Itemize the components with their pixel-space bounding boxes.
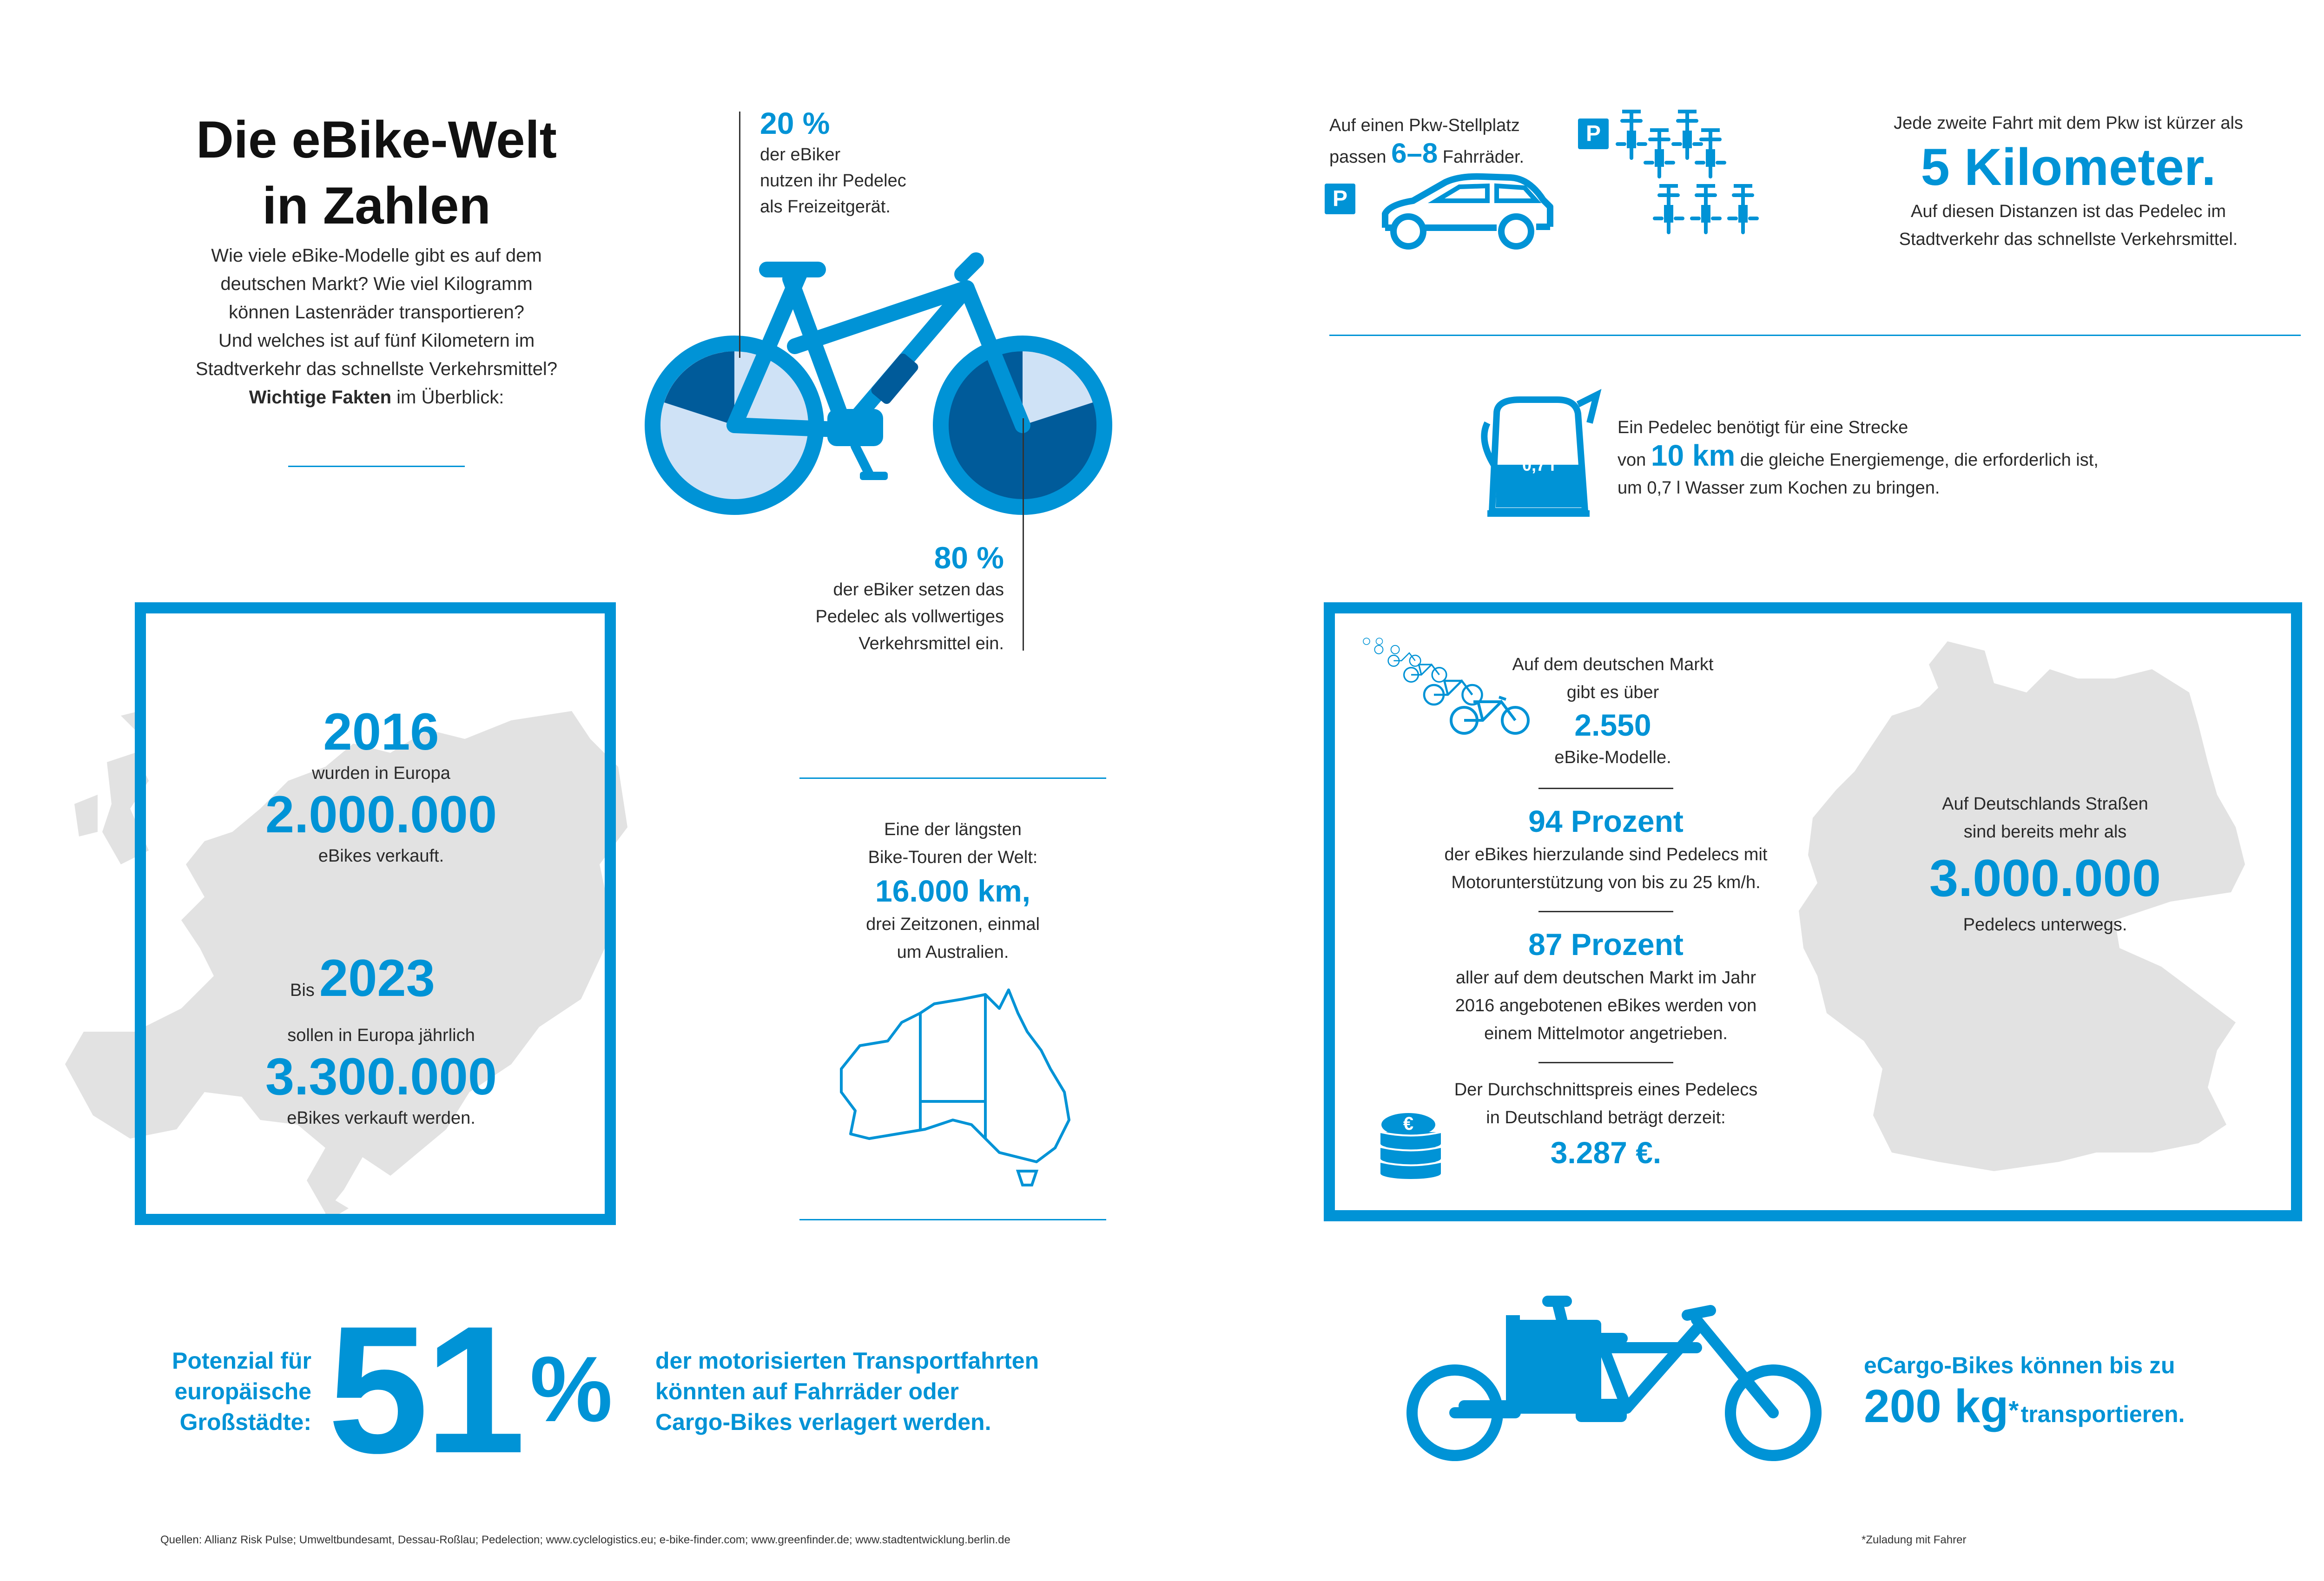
p94-value: 94 Prozent [1528,804,1684,838]
potenzial-label-line: Potenzial für [172,1348,311,1374]
models-line: Auf dem deutschen Markt [1512,655,1714,674]
models-suffix: eBike-Modelle. [1554,748,1671,767]
verkehr-value: 80 % [934,540,1004,575]
cargo-value: 200 kg [1864,1380,2009,1432]
cargo-suffix: transportieren. [2020,1401,2185,1427]
roads-stat [1836,790,2254,939]
energy-suffix: die gleiche Energiemenge, die erforderlich ist, [1740,450,2099,470]
roads-line: Auf Deutschlands Straßen [1942,794,2148,814]
europe-forecast [195,948,567,1129]
p94-line: der eBikes hierzulande sind Pedelecs mit [1444,845,1768,864]
p87-value: 87 Prozent [1528,927,1684,962]
parking-text [1329,112,1590,171]
freizeit-stat [760,105,1039,220]
leader-line-20 [739,112,740,358]
europe-frame [135,602,616,1225]
price-line: in Deutschland beträgt derzeit: [1486,1108,1726,1127]
potenzial-text-line: der motorisierten Transportfahrten [655,1348,1039,1374]
europe-text-3: sollen in Europa jährlich [287,1026,475,1045]
parking-value: 6–8 [1391,138,1438,169]
roads-line: sind bereits mehr als [1963,822,2127,842]
title-line-2: in Zahlen [262,177,491,235]
right-top-divider [1329,335,2301,336]
europe-year-2: 2023 [319,949,435,1007]
europe-year-1: 2016 [323,703,439,761]
verkehr-line: Verkehrsmittel ein. [858,634,1004,653]
intro-divider [288,466,465,467]
footnote: *Zuladung mit Fahrer [1862,1534,1967,1546]
europe-text-4: eBikes verkauft werden. [287,1108,475,1128]
intro-line-last [139,383,614,412]
coin-euro-symbol: € [1403,1113,1414,1134]
europe-text-1: wurden in Europa [312,764,450,783]
energy-prefix: von [1618,450,1646,470]
potenzial-text-line: Cargo-Bikes verlagert werden. [655,1409,991,1435]
intro-bold: Wichtige Fakten [249,387,392,408]
australia-line: um Australien. [897,942,1009,962]
cargo-star: * [2008,1395,2019,1425]
p87-line: einem Mittelmotor angetrieben. [1484,1024,1728,1043]
australia-line: drei Zeitzonen, einmal [866,915,1040,934]
freizeit-line: als Freizeitgerät. [760,197,891,217]
energy-text [1618,414,2222,502]
energy-line-1: Ein Pedelec benötigt für eine Strecke [1618,418,1908,437]
europe-bis: Bis [290,981,315,1000]
distance-stat [1813,109,2324,253]
freizeit-value: 20 % [760,106,830,140]
australia-bottom-divider [799,1219,1106,1220]
p94-stat [1404,802,1808,896]
energy-line-2 [1618,441,2222,474]
pedelec-bike-icon [641,246,1134,553]
title-line-1: Die eBike-Welt [196,111,557,169]
intro-line: können Lastenräder transportieren? [229,302,524,323]
cargo-line-2 [1864,1381,2282,1446]
p87-stat [1404,925,1808,1047]
australia-map-icon [832,985,1074,1190]
bike-rack-icon [1613,107,1822,256]
intro-line: Stadtverkehr das schnellste Verkehrsmittel? [195,359,558,379]
verkehr-line: Pedelec als vollwertiges [815,607,1004,626]
potenzial-value: 51 [328,1288,522,1491]
models-line: gibt es über [1566,683,1659,702]
price-stat [1404,1076,1808,1173]
p94-line: Motorunterstützung von bis zu 25 km/h. [1451,873,1761,892]
kettle-label: 0,7 l [1522,455,1555,474]
verkehr-line: der eBiker setzen das [833,580,1004,599]
europe-text-2: eBikes verkauft. [318,846,444,866]
parking-p-icon: P [1325,184,1355,214]
intro-line: Und welches ist auf fünf Kilometern im [218,330,535,351]
europe-number-1: 2.000.000 [265,785,497,843]
parking-p-icon: P [1578,119,1609,149]
p87-line: aller auf dem deutschen Markt im Jahr [1455,968,1756,988]
potenzial-label-line: europäische [174,1378,311,1404]
australia-line: Bike-Touren der Welt: [868,848,1038,867]
energy-line-3: um 0,7 l Wasser zum Kochen zu bringen. [1618,478,1940,498]
car-icon [1371,172,1557,256]
europe-number-2: 3.300.000 [265,1047,497,1106]
potenzial-label [121,1345,311,1437]
potenzial-text-line: könnten auf Fahrräder oder [655,1378,959,1404]
parking-line-1: Auf einen Pkw-Stellplatz [1329,116,1520,135]
intro-text [139,242,614,412]
cargo-bike-icon [1408,1292,1836,1478]
parking-suffix: Fahrräder. [1442,147,1525,167]
germany-divider [1538,1062,1673,1063]
price-line: Der Durchschnittspreis eines Pedelecs [1454,1080,1758,1100]
roads-suffix: Pedelecs unterwegs. [1963,915,2127,935]
distance-line-3: Stadtverkehr das schnellste Verkehrsmittel. [1899,230,2238,249]
leader-line-80 [1023,418,1024,651]
verkehr-stat [725,539,1004,657]
distance-line-2: Auf diesen Distanzen ist das Pedelec im [1910,202,2226,221]
p87-line: 2016 angebotenen eBikes werden von [1455,996,1757,1015]
parking-line-2 [1329,139,1590,171]
motor [827,409,883,446]
potenzial-text [655,1345,1102,1437]
intro-line: deutschen Markt? Wie viel Kilogramm [220,274,533,294]
australia-line: Eine der längsten [884,820,1022,839]
freizeit-line: der eBiker [760,145,841,165]
potenzial-percent: % [530,1337,613,1441]
australia-value: 16.000 km, [875,874,1030,908]
distance-line-1: Jede zweite Fahrt mit dem Pkw ist kürzer als [1894,113,2243,133]
distance-big: 5 Kilometer. [1921,138,2216,196]
europe-year-2-row [195,948,567,1024]
roads-value: 3.000.000 [1929,849,2161,907]
cargo-stat [1864,1350,2282,1446]
australia-top-divider [799,777,1106,779]
germany-divider [1538,788,1673,789]
energy-value: 10 km [1651,439,1736,472]
price-value: 3.287 €. [1550,1135,1662,1170]
europe-stats [195,702,567,867]
page-title [139,107,614,239]
intro-line: Wie viele eBike-Modelle gibt es auf dem [211,245,542,266]
intro-rest: im Überblick: [391,387,504,408]
parking-prefix: passen [1329,147,1386,167]
sources: Quellen: Allianz Risk Pulse; Umweltbundesamt, Dessau-Roßlau; Pedelection; www.cyclelogistics.eu; e-bike-finder.com; www.greenfinder.de; www.stadtentwicklung.berlin.de [160,1534,1010,1546]
potenzial-label-line: Großstädte: [179,1409,311,1435]
cargo-line-1: eCargo-Bikes können bis zu [1864,1352,2175,1378]
freizeit-line: nutzen ihr Pedelec [760,171,906,191]
models-value: 2.550 [1574,708,1651,742]
australia-stat [799,816,1106,966]
models-stat [1450,651,1776,771]
germany-divider [1538,911,1673,912]
